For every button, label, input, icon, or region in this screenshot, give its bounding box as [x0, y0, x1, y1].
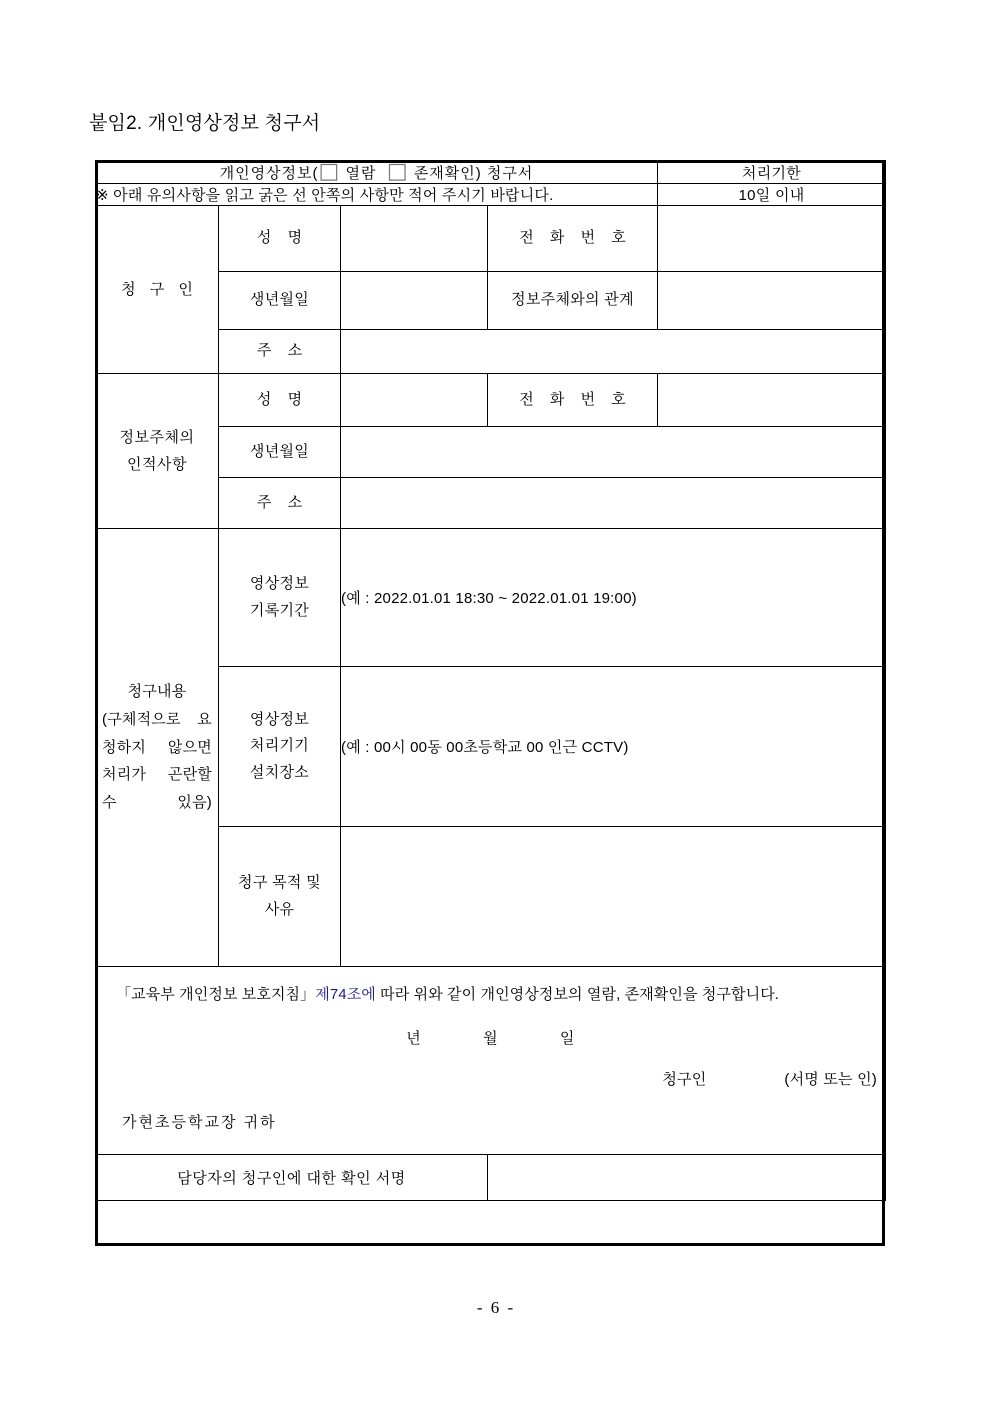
declaration-cell: [96, 967, 886, 1155]
confirm-signature-label: 담당자의 청구인에 대한 확인 서명: [96, 1155, 488, 1201]
form-note-row: [96, 184, 886, 206]
form-title-suffix: ) 청구서: [475, 165, 534, 182]
claimant-birth-field[interactable]: [341, 272, 488, 330]
subject-address-label: 주 소: [219, 478, 341, 529]
confirm-signature-field[interactable]: [488, 1155, 886, 1201]
page-number: - 6 -: [476, 1298, 516, 1317]
form-title-row: [96, 161, 886, 184]
deadline-value: 10일 이내: [658, 184, 886, 206]
form-note: ※ 아래 유의사항을 읽고 굵은 선 안쪽의 사항만 적어 주시기 바랍니다.: [96, 184, 658, 206]
declaration-text-after: 따라 위와 같이 개인영상정보의 열람, 존재확인을 청구합니다.: [375, 986, 780, 1004]
claimant-name-row: [96, 206, 886, 272]
personal-video-request-form: [95, 160, 886, 1201]
checkbox-view-icon[interactable]: □: [318, 159, 341, 184]
request-place-field[interactable]: (예 : 00시 00동 00초등학교 00 인근 CCTV): [341, 667, 886, 827]
signer-label: 청구인: [662, 1070, 707, 1088]
attachment-caption: 붙임2. 개인영상정보 청구서: [89, 113, 321, 134]
request-group-description: [96, 678, 218, 817]
declaration-article: 제74조에: [315, 986, 376, 1004]
request-group-label-lead: 청구내용: [127, 683, 187, 701]
option-view-label: 열람: [345, 165, 377, 182]
signature-line: [96, 1068, 885, 1089]
option-existence-label: 존재확인: [413, 165, 476, 182]
subject-birth-field[interactable]: [341, 427, 886, 478]
subject-group-label-line1: 정보주체의: [119, 429, 195, 446]
day-label: 일: [559, 1029, 575, 1047]
claimant-address-field[interactable]: [341, 330, 886, 374]
checkbox-existence-icon[interactable]: □: [386, 159, 409, 184]
request-group-label-body: (구체적으로 요청하지 않으면 처리가 곤란할 수 있음): [102, 710, 212, 812]
subject-name-field[interactable]: [341, 374, 488, 427]
claimant-name-label: 성 명: [219, 206, 341, 272]
form-title-cell: [96, 161, 658, 184]
request-place-label: [219, 667, 341, 827]
date-line: [96, 1027, 885, 1048]
signature-note: (서명 또는 인): [784, 1070, 877, 1088]
request-purpose-label-line2: 사유: [264, 900, 295, 918]
recipient-line: 가현초등학교장 귀하: [122, 1113, 277, 1131]
year-label: 년: [406, 1029, 422, 1047]
subject-group-label-line2: 인적사항: [127, 456, 187, 473]
claimant-group-label: 청 구 인: [96, 206, 219, 374]
request-group-label: [96, 529, 219, 967]
declaration-text-before: 「교육부 개인정보 보호지침」: [116, 986, 316, 1004]
subject-phone-label: 전 화 번 호: [488, 374, 658, 427]
month-label: 월: [483, 1029, 498, 1047]
subject-birth-label: 생년월일: [219, 427, 341, 478]
claimant-relation-label: 정보주체와의 관계: [488, 272, 658, 330]
claimant-address-label: 주 소: [219, 330, 341, 374]
request-period-label-line2: 기록기간: [249, 601, 310, 619]
request-place-label-line2: 처리기기: [249, 737, 310, 755]
deadline-label: 처리기한: [658, 161, 886, 184]
confirm-signature-row: [96, 1155, 886, 1201]
request-purpose-label: [219, 827, 341, 967]
claimant-name-field[interactable]: [341, 206, 488, 272]
claimant-phone-label: 전 화 번 호: [488, 206, 658, 272]
claimant-relation-field[interactable]: [658, 272, 886, 330]
claimant-birth-label: 생년월일: [219, 272, 341, 330]
subject-phone-field[interactable]: [658, 374, 886, 427]
subject-name-label: 성 명: [219, 374, 341, 427]
request-purpose-field[interactable]: [341, 827, 886, 967]
request-place-label-line1: 영상정보: [249, 711, 310, 729]
declaration-row: [96, 967, 886, 1155]
request-period-field[interactable]: (예 : 2022.01.01 18:30 ~ 2022.01.01 19:00): [341, 529, 886, 667]
form-title-prefix: 개인영상정보(: [219, 165, 319, 182]
declaration-text: [96, 981, 885, 1009]
claimant-phone-field[interactable]: [658, 206, 886, 272]
request-purpose-label-line1: 청구 목적 및: [238, 874, 321, 892]
subject-name-row: [96, 374, 886, 427]
request-place-label-line3: 설치장소: [249, 763, 310, 781]
subject-group-label: [96, 374, 219, 529]
request-period-label-line1: 영상정보: [249, 575, 310, 593]
request-period-label: [219, 529, 341, 667]
request-period-row: [96, 529, 886, 667]
subject-address-field[interactable]: [341, 478, 886, 529]
